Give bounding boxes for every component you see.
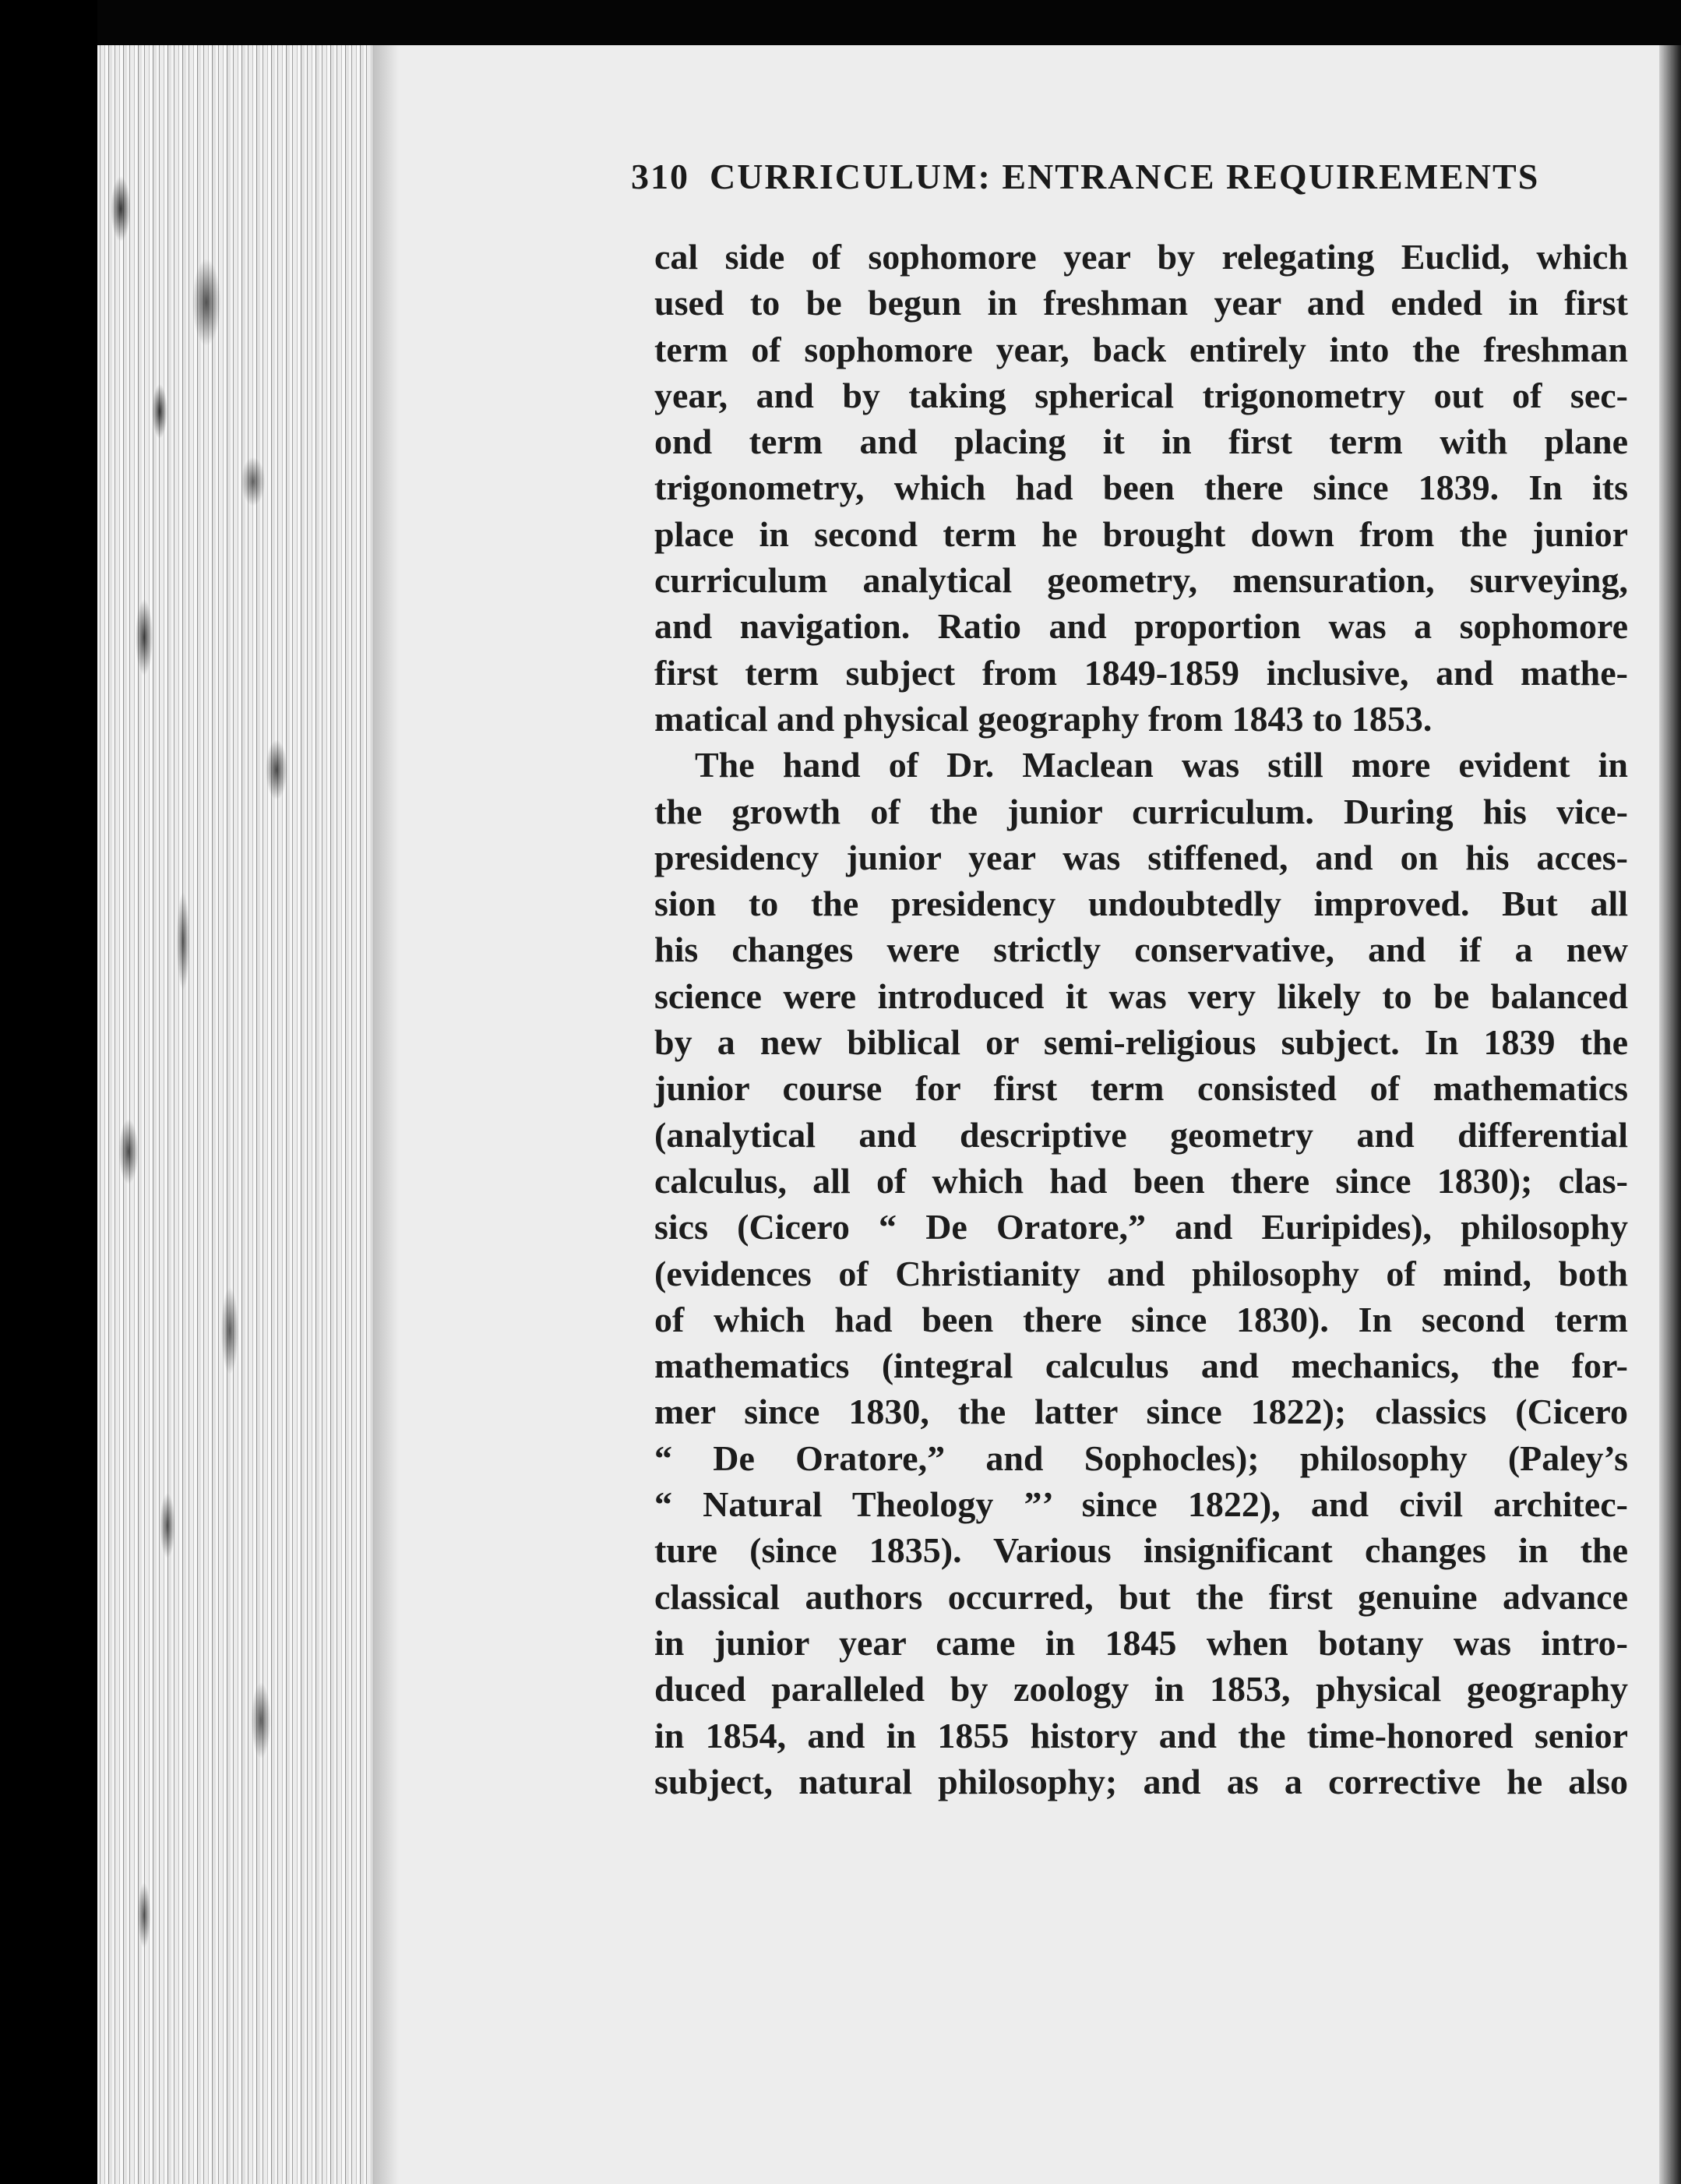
- text-line: “ Natural Theology ”’ since 1822), and civil architec-: [654, 1484, 1628, 1525]
- running-head: [631, 156, 1616, 197]
- text-line: in 1854, and in 1855 history and the time-honored senior: [654, 1715, 1628, 1755]
- page-edges: [97, 45, 374, 2184]
- text-line: term of sophomore year, back entirely into the freshman: [654, 329, 1628, 369]
- text-line: trigonometry, which had been there since 1839. In its: [654, 467, 1628, 508]
- text-line: place in second term he brought down from the junior: [654, 513, 1628, 554]
- text-line: (analytical and descriptive geometry and differential: [654, 1114, 1628, 1155]
- text-line: first term subject from 1849-1859 inclusive, and mathe-: [654, 652, 1628, 693]
- text-line: The hand of Dr. Maclean was still more evident in: [695, 745, 1628, 785]
- body-text: [654, 234, 1628, 1805]
- text-line: presidency junior year was stiffened, and on his acces-: [654, 837, 1628, 877]
- text-line: ond term and placing it in first term with plane: [654, 422, 1628, 462]
- text-line: in junior year came in 1845 when botany was intro-: [654, 1622, 1628, 1663]
- text-line: classical authors occurred, but the first genuine advance: [654, 1576, 1628, 1617]
- text-line: matical and physical geography from 1843 to 1853.: [654, 698, 1433, 739]
- right-page-edge: [1659, 45, 1681, 2184]
- page-number: 310: [631, 157, 689, 196]
- text-line: used to be begun in freshman year and ended in first: [654, 283, 1628, 323]
- text-line: mer since 1830, the latter since 1822); classics (Cicero: [654, 1392, 1628, 1432]
- text-line: subject, natural philosophy; and as a corrective he also: [654, 1761, 1628, 1801]
- text-line: sics (Cicero “ De Oratore,” and Euripides), philosophy: [654, 1207, 1628, 1247]
- running-title: CURRICULUM: ENTRANCE REQUIREMENTS: [710, 157, 1540, 196]
- text-line: of which had been there since 1830). In second term: [654, 1299, 1628, 1339]
- text-line: year, and by taking spherical trigonometry out of sec-: [654, 375, 1628, 415]
- text-line: his changes were strictly conservative, and if a new: [654, 930, 1628, 970]
- spine-shadow: [0, 0, 97, 2184]
- text-line: curriculum analytical geometry, mensuration, surveying,: [654, 560, 1628, 601]
- text-line: by a new biblical or semi-religious subject. In 1839 the: [654, 1022, 1628, 1063]
- text-line: mathematics (integral calculus and mechanics, the for-: [654, 1346, 1628, 1386]
- text-line: sion to the presidency undoubtedly improved. But all: [654, 884, 1628, 924]
- text-line: (evidences of Christianity and philosophy of mind, both: [654, 1253, 1628, 1293]
- text-line: and navigation. Ratio and proportion was a sophomore: [654, 606, 1628, 647]
- text-line: “ De Oratore,” and Sophocles); philosophy (Paley’s: [654, 1438, 1628, 1478]
- text-line: cal side of sophomore year by relegating Euclid, which: [654, 237, 1628, 277]
- text-line: duced paralleled by zoology in 1853, physical geography: [654, 1669, 1628, 1709]
- text-line: junior course for first term consisted of mathematics: [654, 1068, 1628, 1109]
- text-line: science were introduced it was very likely to be balanced: [654, 976, 1628, 1016]
- text-line: ture (since 1835). Various insignificant changes in the: [654, 1530, 1628, 1571]
- text-line: calculus, all of which had been there since 1830); clas-: [654, 1160, 1628, 1201]
- text-line: the growth of the junior curriculum. During his vice-: [654, 791, 1628, 831]
